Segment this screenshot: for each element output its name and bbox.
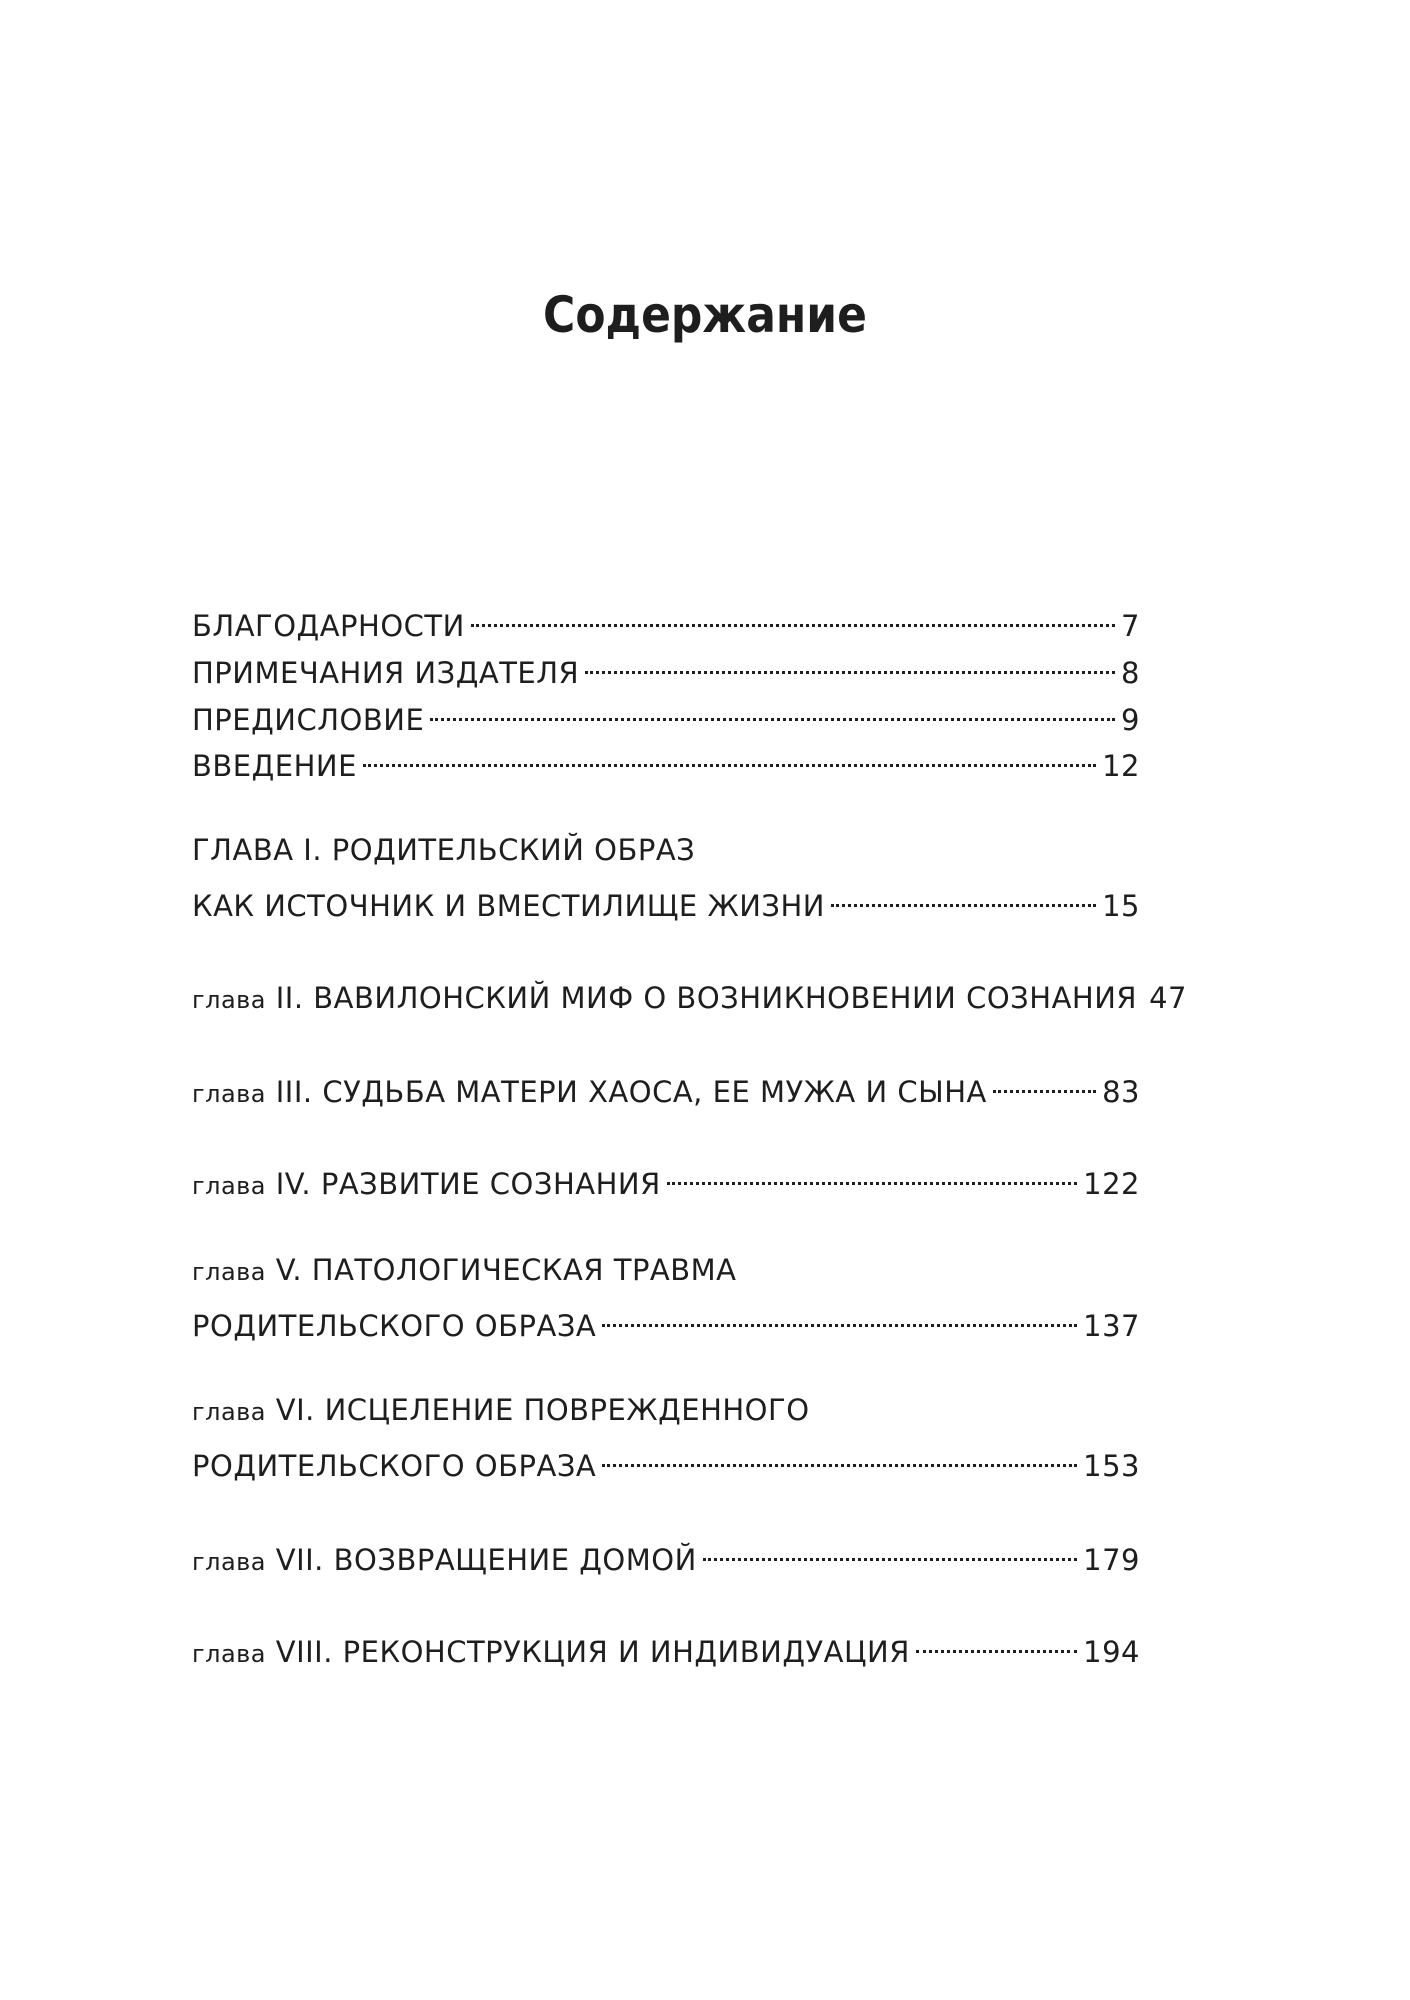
chapter-title: СУДЬБА МАТЕРИ ХАОСА, ЕЕ МУЖА И СЫНА [322, 1075, 987, 1109]
toc-entry-introduction[interactable] [192, 736, 1140, 783]
chapter-prefix: глава [192, 1640, 267, 1668]
toc-entry-label [192, 1540, 697, 1582]
toc-entry-chapter-8[interactable] [192, 1622, 1140, 1669]
toc-entry-label [192, 978, 1137, 1020]
chapter-title: ПАТОЛОГИЧЕСКАЯ ТРАВМА [311, 1253, 737, 1287]
toc-entry-preface[interactable] [192, 690, 1140, 737]
toc-entry-label-line1: ГЛАВА I. РОДИТЕЛЬСКИЙ ОБРАЗ [192, 833, 696, 867]
toc-page-number: 12 [1102, 749, 1140, 783]
chapter-numeral: VII. [275, 1543, 324, 1577]
toc-page-number: 9 [1121, 703, 1140, 737]
chapter-prefix: глава [192, 1080, 267, 1108]
dot-leader [602, 1436, 1077, 1476]
toc-page-number: 179 [1083, 1543, 1140, 1577]
toc-entry-label: БЛАГОДАРНОСТИ [192, 609, 465, 643]
page-title: Содержание [543, 286, 867, 344]
chapter-title: ВОЗВРАЩЕНИЕ ДОМОЙ [333, 1543, 697, 1577]
chapter-numeral: II. [275, 981, 304, 1015]
toc-entry-label [192, 1164, 661, 1206]
dot-leader [993, 1062, 1096, 1102]
toc-entry-label [192, 1072, 987, 1114]
toc-entry-label-line1 [192, 1253, 737, 1287]
toc-entry-label-line2: КАК ИСТОЧНИК И ВМЕСТИЛИЩЕ ЖИЗНИ [192, 889, 825, 923]
chapter-prefix: глава [192, 986, 267, 1014]
chapter-numeral: VI. [275, 1393, 315, 1427]
chapter-prefix: глава [192, 1258, 267, 1286]
chapter-prefix: глава [192, 1398, 267, 1426]
toc-entry-label-line1 [192, 1393, 810, 1427]
toc-page-number: 137 [1083, 1309, 1140, 1343]
dot-leader [667, 1154, 1077, 1194]
chapter-numeral: IV. [275, 1167, 312, 1201]
dot-leader [585, 643, 1115, 683]
chapter-numeral: VIII. [275, 1635, 333, 1669]
toc-entry-label: ПРЕДИСЛОВИЕ [192, 703, 425, 737]
dot-leader [602, 1296, 1077, 1336]
chapter-numeral: V. [275, 1253, 303, 1287]
dot-leader [471, 596, 1115, 636]
toc-page-number: 194 [1083, 1635, 1140, 1669]
toc-entry-chapter-1[interactable] [192, 830, 1140, 923]
chapter-title: РЕКОНСТРУКЦИЯ И ИНДИВИДУАЦИЯ [342, 1635, 910, 1669]
toc-page-number: 7 [1121, 609, 1140, 643]
toc-page-number: 15 [1102, 889, 1140, 923]
toc-page-number: 8 [1121, 656, 1140, 690]
toc-page-number: 83 [1102, 1075, 1140, 1109]
toc-entry-chapter-4[interactable] [192, 1154, 1140, 1201]
toc-entry-chapter-7[interactable] [192, 1530, 1140, 1577]
toc-page-number: 47 [1149, 981, 1187, 1015]
toc-entry-chapter-3[interactable] [192, 1062, 1140, 1109]
chapter-prefix: глава [192, 1548, 267, 1576]
chapter-title: РАЗВИТИЕ СОЗНАНИЯ [320, 1167, 661, 1201]
toc-page-number: 122 [1083, 1167, 1140, 1201]
toc-page-number: 153 [1083, 1449, 1140, 1483]
dot-leader [916, 1622, 1077, 1662]
dot-leader [831, 876, 1096, 916]
toc-entry-label: ВВЕДЕНИЕ [192, 749, 357, 783]
chapter-title: ИСЦЕЛЕНИЕ ПОВРЕЖДЕННОГО [324, 1393, 810, 1427]
toc-entry-acknowledgements[interactable] [192, 596, 1140, 643]
dot-leader [703, 1530, 1077, 1570]
chapter-prefix: глава [192, 1172, 267, 1200]
dot-leader [363, 736, 1096, 776]
toc-entry-label: ПРИМЕЧАНИЯ ИЗДАТЕЛЯ [192, 656, 580, 690]
chapter-title: ВАВИЛОНСКИЙ МИФ О ВОЗНИКНОВЕНИИ СОЗНАНИЯ [313, 981, 1138, 1015]
toc-entry-chapter-6[interactable] [192, 1390, 1140, 1483]
chapter-numeral: III. [275, 1075, 313, 1109]
toc-entry-chapter-2[interactable] [192, 968, 1187, 1015]
toc-entry-label [192, 1632, 910, 1674]
toc-entry-publisher-notes[interactable] [192, 643, 1140, 690]
toc-entry-label-line2: РОДИТЕЛЬСКОГО ОБРАЗА [192, 1449, 597, 1483]
toc-entry-label-line2: РОДИТЕЛЬСКОГО ОБРАЗА [192, 1309, 597, 1343]
toc-entry-chapter-5[interactable] [192, 1250, 1140, 1343]
dot-leader [430, 690, 1115, 730]
